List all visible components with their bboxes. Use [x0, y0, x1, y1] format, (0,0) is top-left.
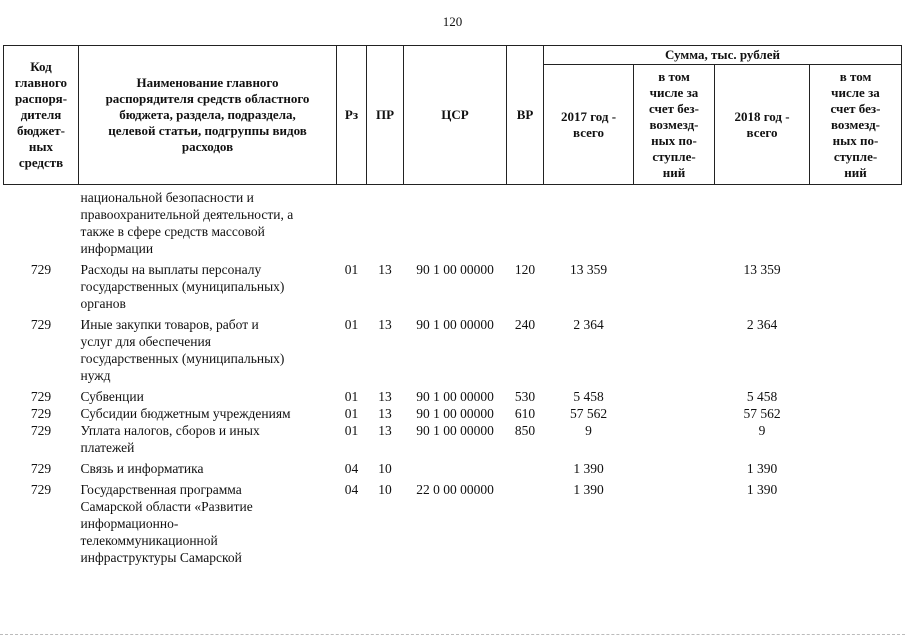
header-code: Код главного распоря- дителя бюджет- ных средств [4, 46, 79, 185]
cell-pr: 10 [378, 482, 392, 497]
cell-rz [337, 185, 367, 258]
cell-name: Государственная программа Самарской области «Развитие информационно- телекоммуникационной инфраструктуры Самарской [80, 482, 253, 565]
header-name: Наименование главного распорядителя средств областного бюджета, раздела, подраздела, целевой статьи, подгруппы видов расходов [79, 46, 337, 185]
header-pr: ПР [367, 46, 404, 185]
header-2017-grants: в том числе за счет без- возмезд- ных по- ступле- ний [634, 65, 715, 185]
cell-2017-grants [634, 185, 715, 258]
cell-2017-grants [634, 405, 715, 422]
cell-2018-total: 57 562 [743, 406, 781, 421]
cell-name: национальной безопасности и правоохранительной деятельности, а также в сфере средств массовой информации [80, 190, 294, 256]
cell-csr [404, 456, 507, 477]
cell-2017-total: 5 458 [573, 389, 604, 404]
cell-pr: 13 [378, 406, 392, 421]
cell-name: Субвенции [80, 389, 144, 404]
cell-2018-total: 1 390 [746, 482, 778, 497]
cell-name: Расходы на выплаты персоналу государственных (муниципальных) органов [80, 262, 285, 311]
cell-rz: 01 [344, 423, 359, 438]
header-2018-total: 2018 год - всего [715, 65, 810, 185]
cell-2018-grants [810, 405, 902, 422]
header-sum-group: Сумма, тыс. рублей [544, 46, 902, 65]
budget-table [3, 45, 902, 566]
cell-rz: 01 [344, 389, 359, 404]
cell-2017-grants [634, 312, 715, 384]
cell-csr: 90 1 00 00000 [416, 262, 494, 277]
cell-code: 729 [30, 423, 52, 438]
cell-code: 729 [30, 389, 52, 404]
cell-2017-total: 2 364 [573, 317, 604, 332]
cell-pr: 13 [378, 317, 392, 332]
cell-2018-total: 5 458 [746, 389, 778, 404]
cell-2017-total: 57 562 [569, 406, 608, 421]
cell-2017-total: 1 390 [573, 482, 604, 497]
cell-2018-grants [810, 257, 902, 312]
header-vr: ВР [507, 46, 544, 185]
table-row [4, 477, 902, 566]
cell-2018-grants [810, 456, 902, 477]
cell-code: 729 [30, 482, 52, 497]
cell-pr: 13 [378, 262, 392, 277]
cell-pr: 13 [378, 423, 392, 438]
cell-rz: 04 [344, 461, 359, 476]
cell-2017-grants [634, 384, 715, 405]
table-row [4, 405, 902, 422]
cell-2017-total [544, 185, 634, 258]
cell-rz: 01 [344, 406, 359, 421]
table-row [4, 422, 902, 456]
table-row [4, 384, 902, 405]
cell-code: 729 [30, 406, 52, 421]
cell-code: 729 [30, 461, 52, 476]
cell-name: Уплата налогов, сборов и иных платежей [80, 423, 260, 455]
cell-csr: 90 1 00 00000 [416, 317, 494, 332]
cell-2017-grants [634, 257, 715, 312]
cell-csr: 22 0 00 00000 [416, 482, 494, 497]
cell-2018-grants [810, 384, 902, 405]
header-2017-total: 2017 год - всего [544, 65, 634, 185]
page-number: 120 [442, 14, 463, 29]
table-row [4, 456, 902, 477]
cell-2018-grants [810, 312, 902, 384]
cell-pr [367, 185, 404, 258]
cell-code [4, 185, 79, 258]
cell-2018-grants [810, 477, 902, 566]
cell-pr: 10 [378, 461, 392, 476]
table-row [4, 185, 902, 258]
cell-csr: 90 1 00 00000 [416, 389, 494, 404]
cell-2017-total: 1 390 [573, 461, 604, 476]
cell-2018-total: 13 359 [743, 262, 781, 277]
cell-2018-total: 9 [758, 423, 766, 438]
cell-2018-grants [810, 422, 902, 456]
cell-2018-total: 2 364 [746, 317, 778, 332]
cell-vr: 850 [514, 423, 536, 438]
cell-name: Субсидии бюджетным учреждениям [80, 406, 291, 421]
cell-csr [404, 185, 507, 258]
cell-2017-grants [634, 422, 715, 456]
header-2018-grants: в том числе за счет без- возмезд- ных по- ступле- ний [810, 65, 902, 185]
cell-2018-total [715, 185, 810, 258]
cell-code: 729 [30, 317, 52, 332]
cell-rz: 01 [344, 262, 359, 277]
cell-name: Связь и информатика [80, 461, 204, 476]
cell-vr: 530 [514, 389, 536, 404]
cell-csr: 90 1 00 00000 [416, 423, 494, 438]
cell-2018-grants [810, 185, 902, 258]
cell-vr [507, 477, 544, 566]
cell-2017-grants [634, 456, 715, 477]
cell-vr [507, 456, 544, 477]
header-csr: ЦСР [404, 46, 507, 185]
table-row [4, 312, 902, 384]
cell-2017-total: 13 359 [569, 262, 608, 277]
header-rz: Рз [337, 46, 367, 185]
cell-2017-total: 9 [585, 423, 592, 438]
page-bottom-divider [0, 634, 905, 635]
cell-vr: 120 [514, 262, 536, 277]
cell-vr: 610 [514, 406, 536, 421]
cell-name: Иные закупки товаров, работ и услуг для обеспечения государственных (муниципальных) нужд [80, 317, 285, 383]
cell-2017-grants [634, 477, 715, 566]
cell-2018-total: 1 390 [746, 461, 778, 476]
cell-rz: 04 [344, 482, 359, 497]
cell-code: 729 [30, 262, 52, 277]
table-row [4, 257, 902, 312]
cell-csr: 90 1 00 00000 [416, 406, 494, 421]
cell-vr: 240 [514, 317, 536, 332]
cell-pr: 13 [378, 389, 392, 404]
cell-rz: 01 [344, 317, 359, 332]
cell-vr [507, 185, 544, 258]
